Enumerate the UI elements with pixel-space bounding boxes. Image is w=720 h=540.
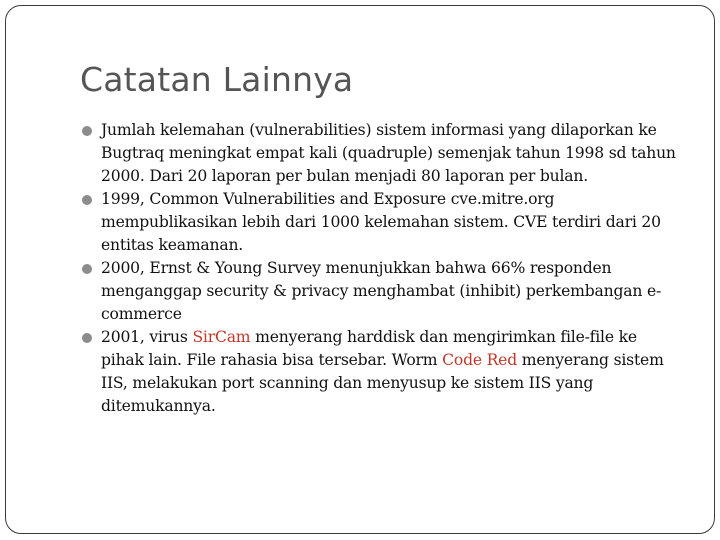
worm-name-code-red: Code Red	[442, 351, 517, 369]
bullet-item	[80, 326, 680, 418]
bullet-text-part: menyerang sistem IIS, melakukan port scanning dan menyusup ke sistem IIS yang ditemukannya.	[101, 351, 664, 415]
virus-name-sircam: SirCam	[192, 328, 251, 346]
bullet-item	[80, 119, 680, 188]
bullet-dot-icon	[82, 333, 92, 343]
bullet-list	[80, 119, 680, 418]
bullet-text	[101, 326, 680, 418]
bullet-dot-icon	[82, 126, 92, 136]
bullet-item	[80, 188, 680, 257]
bullet-text-part: menyerang harddisk dan mengirimkan file-file ke pihak lain. File rahasia bisa tersebar. Worm	[101, 328, 637, 369]
bullet-dot-icon	[82, 264, 92, 274]
slide-title: Catatan Lainnya	[80, 60, 354, 99]
bullet-text: Jumlah kelemahan (vulnerabilities) sistem informasi yang dilaporkan ke Bugtraq meningkat empat kali (quadruple) semenjak tahun 1998 sd tahun 2000. Dari 20 laporan per bulan menjadi 80 laporan per bulan.	[101, 121, 676, 185]
bullet-dot-icon	[82, 195, 92, 205]
bullet-text: 1999, Common Vulnerabilities and Exposure cve.mitre.org mempublikasikan lebih dari 1000 kelemahan sistem. CVE terdiri dari 20 entitas keamanan.	[101, 190, 661, 254]
bullet-text: 2000, Ernst & Young Survey menunjukkan bahwa 66% responden menganggap security & privacy menghambat (inhibit) perkembangan e-commerce	[101, 259, 662, 323]
bullet-text-part: 2001, virus	[101, 328, 193, 346]
bullet-item	[80, 257, 680, 326]
